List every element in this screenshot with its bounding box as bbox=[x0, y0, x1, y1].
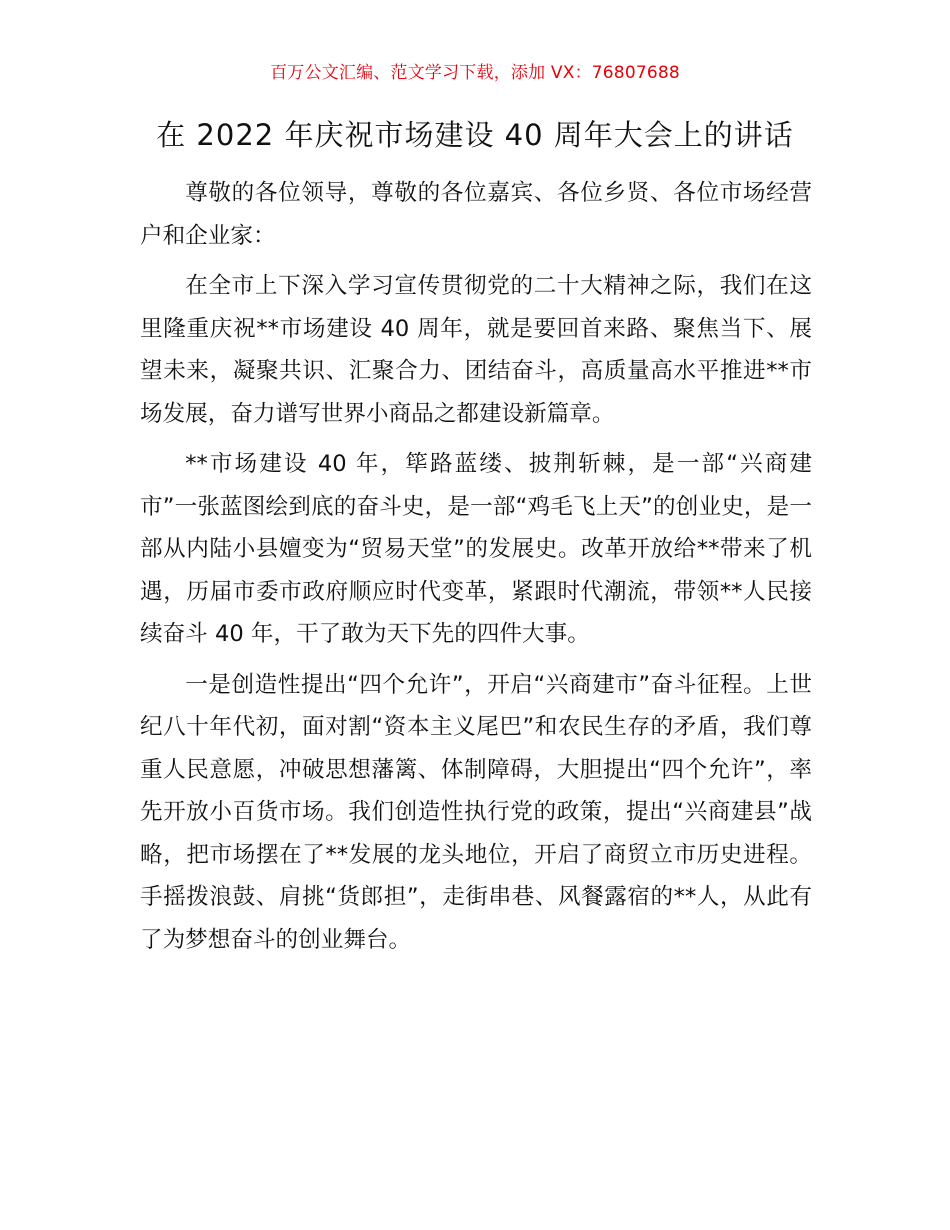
paragraph-salutation: 尊敬的各位领导，尊敬的各位嘉宾、各位乡贤、各位市场经营户和企业家： bbox=[140, 180, 812, 249]
speech-title: 在 2022 年庆祝市场建设 40 周年大会上的讲话 bbox=[156, 118, 794, 152]
watermark-banner: 百万公文汇编、范文学习下载，添加 VX：76807688 bbox=[270, 63, 680, 83]
speech-body bbox=[140, 172, 812, 969]
paragraph-history: **市场建设 40 年，筚路蓝缕、披荆斩棘，是一部“兴商建市”一张蓝图绘到底的奋斗史，是一部“鸡毛飞上天”的创业史，是一部从内陆小县嬗变为“贸易天堂”的发展史。改革开放给**带来了机遇，历届市委市政府顺应时代变革，紧跟时代潮流，带领**人民接续奋斗 40 年，干了敢为天下先的四件大事。 bbox=[140, 451, 812, 647]
paragraph-intro: 在全市上下深入学习宣传贯彻党的二十大精神之际，我们在这里隆重庆祝**市场建设 40 周年，就是要回首来路、聚焦当下、展望未来，凝聚共识、汇聚合力、团结奋斗，高质量高水平推进**市场发展，奋力谱写世界小商品之都建设新篇章。 bbox=[140, 273, 812, 427]
paragraph-first-event: 一是创造性提出“四个允许”，开启“兴商建市”奋斗征程。上世纪八十年代初，面对割“资本主义尾巴”和农民生存的矛盾，我们尊重人民意愿，冲破思想藩篱、体制障碍，大胆提出“四个允许”，率先开放小百货市场。我们创造性执行党的政策，提出“兴商建县”战略，把市场摆在了**发展的龙头地位，开启了商贸立市历史进程。手摇拨浪鼓、肩挑“货郎担”，走街串巷、风餐露宿的**人，从此有了为梦想奋斗的创业舞台。 bbox=[140, 671, 812, 953]
